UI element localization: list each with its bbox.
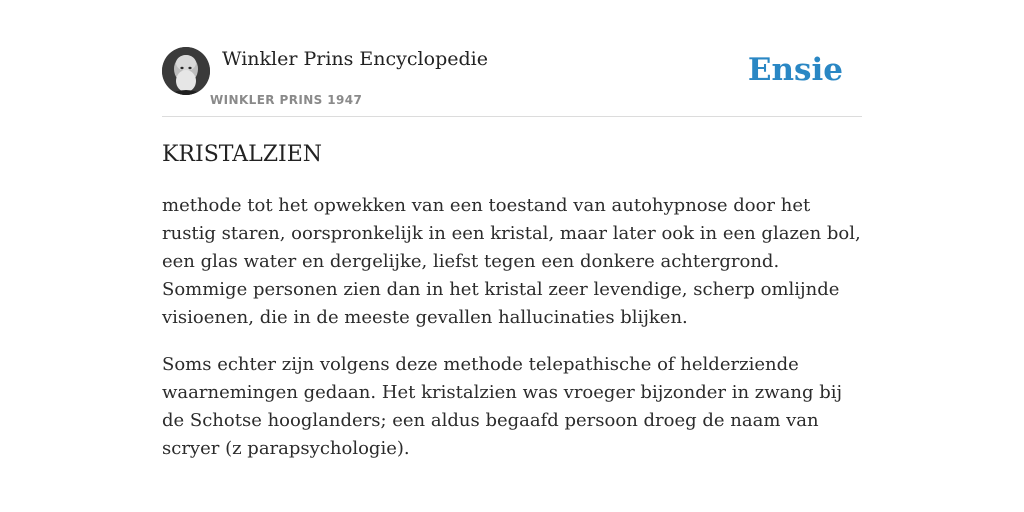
- source-header: [162, 40, 862, 117]
- brand-logo[interactable]: Ensie: [747, 52, 843, 88]
- edition-label: WINKLER PRINS 1947: [210, 93, 363, 107]
- article-body: [162, 192, 862, 482]
- article-paragraph: methode tot het opwekken van een toestand van autohypnose door het rustig staren, oorspronkelijk in een kristal, maar later ook in een glazen bol, een glas water en dergelijke, liefst tegen een donkere achtergrond. Sommige personen zien dan in het kristal zeer levendige, scherp omlijnde visioenen, die in de meeste gevallen hallucinaties blijken.: [162, 195, 861, 328]
- article-headword: KRISTALZIEN: [162, 142, 323, 167]
- portrait-avatar-icon[interactable]: [162, 47, 210, 95]
- article-paragraph: Soms echter zijn volgens deze methode telepathische of helderziende waarnemingen gedaan. Het kristalzien was vroeger bijzonder in zwang bij de Schotse hooglanders; een aldus begaafd persoon droeg de naam van scryer (z parapsychologie).: [162, 354, 843, 459]
- source-title[interactable]: Winkler Prins Encyclopedie: [222, 48, 488, 70]
